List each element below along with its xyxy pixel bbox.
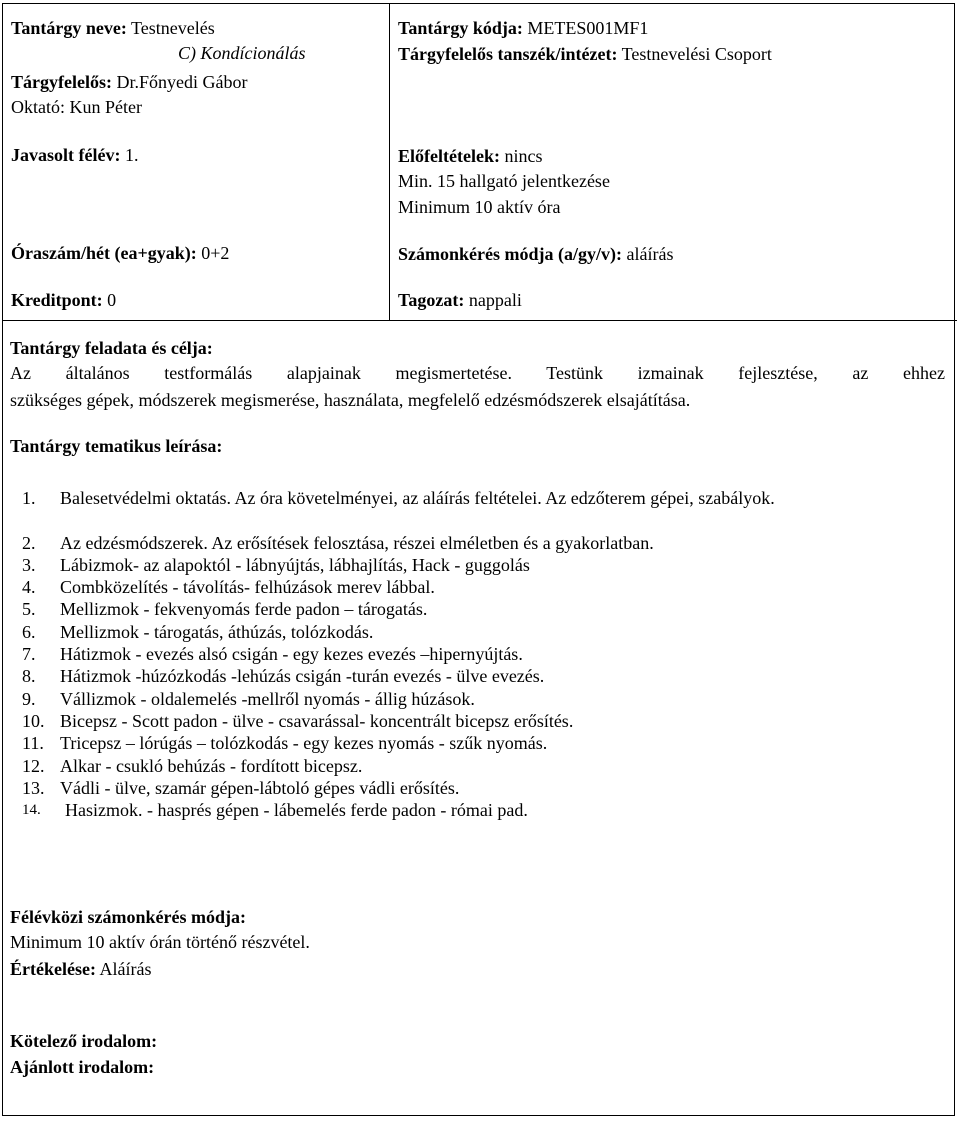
list-item: 9. Vállizmok - oldalemelés -mellről nyomás - állig húzások.: [22, 688, 475, 709]
subject-subtitle: C) Kondícionálás: [178, 43, 306, 63]
grading: Értékelése: Aláírás: [10, 959, 152, 979]
list-item: 1. Balesetvédelmi oktatás. Az óra követelményei, az aláírás feltételei. Az edzőterem gépei, szabályok.: [22, 488, 775, 508]
credit-points: Kreditpont: 0: [11, 290, 117, 310]
subject-responsible: Tárgyfelelős: Dr.Főnyedi Gábor: [11, 72, 248, 92]
goals-heading: Tantárgy feladata és célja:: [10, 338, 213, 358]
required-literature: Kötelező irodalom:: [10, 1031, 158, 1051]
midterm-text: Minimum 10 aktív órán történő részvétel.: [10, 932, 310, 952]
thematic-list: [22, 487, 947, 821]
thematic-heading: Tantárgy tematikus leírása:: [10, 436, 223, 456]
list-item: 5. Mellizmok - fekvenyomás ferde padon – tárogatás.: [22, 599, 428, 620]
recommended-literature: Ajánlott irodalom:: [10, 1057, 155, 1077]
list-item: 13. Vádli - ülve, szamár gépen-lábtoló gépes vádli erősítés.: [22, 777, 460, 798]
list-item: 14. Hasizmok. - hasprés gépen - lábemelés ferde padon - római pad.: [22, 800, 528, 821]
weekly-hours: Óraszám/hét (ea+gyak): 0+2: [11, 243, 230, 263]
list-item: 12. Alkar - csukló behúzás - fordított bicepsz.: [22, 755, 363, 776]
track: Tagozat: nappali: [398, 290, 522, 310]
list-item: 3. Lábizmok- az alapoktól - lábnyújtás, lábhajlítás, Hack - guggolás: [22, 554, 530, 575]
exam-type: Számonkérés módja (a/gy/v): aláírás: [398, 244, 674, 264]
midterm-heading: Félévközi számonkérés módja:: [10, 907, 246, 927]
goals-line-2: szükséges gépek, módszerek megismerése, használata, megfelelő edzésmódszerek elsajátítása.: [10, 390, 691, 410]
list-item: 10. Bicepsz - Scott padon - ülve - csavarással- koncentrált bicepsz erősítés.: [22, 710, 574, 731]
prerequisite-min-hours: Minimum 10 aktív óra: [398, 197, 561, 217]
goals-line-1: Az általános testformálás alapjainak megismertetése. Testünk izmainak fejlesztése, az ehhez: [10, 363, 945, 383]
list-item: 2. Az edzésmódszerek. Az erősítések felosztása, részei elméletben és a gyakorlatban.: [22, 532, 654, 553]
list-item: 7. Hátizmok - evezés alsó csigán - egy kezes evezés –hipernyújtás.: [22, 644, 523, 665]
list-item: 4. Combközelítés - távolítás- felhúzások merev lábbal.: [22, 577, 435, 598]
list-item: 6. Mellizmok - tárogatás, áthúzás, tolózkodás.: [22, 621, 374, 642]
prerequisite-min-students: Min. 15 hallgató jelentkezése: [398, 171, 610, 191]
list-item: 11. Tricepsz – lórúgás – tolózkodás - egy kezes nyomás - szűk nyomás.: [22, 733, 548, 754]
instructor: Oktató: Kun Péter: [11, 97, 142, 117]
prerequisites: Előfeltételek: nincs: [398, 146, 543, 166]
header-divider: [2, 320, 957, 321]
subject-code: Tantárgy kódja: METES001MF1: [398, 18, 649, 38]
recommended-semester: Javasolt félév: 1.: [11, 145, 139, 165]
department: Tárgyfelelős tanszék/intézet: Testnevelési Csoport: [398, 44, 772, 64]
list-item: 8. Hátizmok -húzózkodás -lehúzás csigán -turán evezés - ülve evezés.: [22, 666, 545, 687]
subject-name: Tantárgy neve: Testnevelés: [11, 18, 215, 38]
column-divider: [389, 3, 390, 320]
